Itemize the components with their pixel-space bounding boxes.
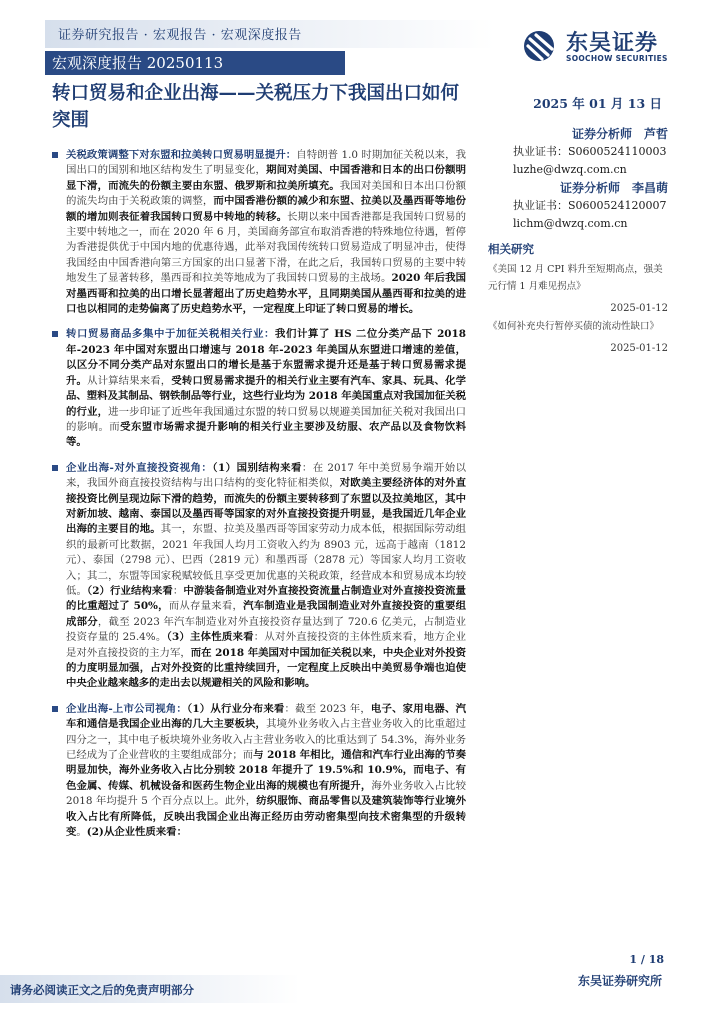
paragraph-text: ：	[172, 584, 184, 597]
paragraph-text: 而在 2018 年美国对中国加征关税以来，中央企业对外投资的力度明显加强，占对外投资的比重持续回升，一定程度上反映出中美贸易争端也迫使中央企业越来越多的走出去以规避相关的风险和影响。	[66, 646, 467, 690]
paragraph-text: 电子、家用电器、汽车和通信是我国企业出海的几大主要板块，	[66, 702, 467, 731]
paragraph-text: 纺织服饰、商品零售以及建筑装饰等行业境外收入占比有所降低，反映出我国企业出海正经历由劳动密集型向技术密集型的升级转变	[66, 795, 466, 839]
paragraph-text: ：在 2017 年中美贸易争端开始以来，我国外商直接投资结构与出口结构的变化特征相类似，	[66, 461, 467, 490]
paragraph-text: 我们计算了 HS 二位分类产品下 2018 年-2023 年中国对东盟出口增速与 2018 年-2023 年美国从东盟进口增速的差值，以区分不同分类产品对东盟出口的增长是基于东盟需求提升还是基于转口贸易需求提升。	[66, 328, 467, 387]
paragraph-text: 从计算结果来看，	[87, 374, 172, 387]
summary-paragraph	[52, 461, 466, 692]
paragraph-text: （1）从行业分布来看	[186, 702, 285, 715]
bullet-icon	[52, 331, 58, 337]
paragraph-heading: 企业出海-对外直接投资视角：	[66, 461, 213, 474]
paragraph-text: 海外业务收入占比较 2018 年均提升 5 个百分点以上。此外，	[66, 779, 467, 808]
paragraph-text: ，截至 2023 年汽车制造业对外直接投资存量达到了 720.6 亿美元，占制造业投资存量的 25.4%。	[66, 615, 466, 644]
paragraph-text: （3）主体性质来看	[166, 631, 254, 644]
disclaimer-link[interactable]: 请务必阅读正文之后的免责声明部分	[10, 983, 194, 997]
analyst-license: 执业证书：S0600524120007	[513, 199, 667, 212]
bullet-icon	[52, 465, 58, 471]
analyst-license: 执业证书：S0600524110003	[513, 145, 667, 158]
bullet-icon	[52, 706, 58, 712]
paragraph-text: （2）行业结构来看	[86, 584, 173, 597]
related-research-link[interactable]: 《如何补充央行暂停买债的流动性缺口》	[488, 321, 660, 332]
paragraph-text: 。	[76, 826, 87, 839]
bullet-icon	[52, 152, 58, 158]
summary-paragraph	[52, 148, 466, 317]
related-research-date: 2025-01-12	[610, 343, 668, 354]
paragraph-heading: 转口贸易商品多集中于加征关税相关行业：	[66, 328, 276, 341]
paragraph-text: 期间对美国、中国香港和日本的出口份额明显下滑，而流失的份额主要由东盟、俄罗斯和拉美所填充。	[66, 164, 467, 192]
paragraph-text: 汽车制造业是我国制造业对外直接投资的重要组成部分	[66, 600, 467, 628]
paragraph-text: 而中国香港份额的减少和东盟、拉美以及墨西哥等地份额的增加则表征着我国转口贸易中转地的转移。	[66, 195, 466, 223]
paragraph-text: 2020 年后我国对墨西哥和拉美的出口增长显著超出了历史趋势水平，且同期美国从墨西哥和拉美的进口也以相同的走势偏离了历史趋势水平，一定程度上印证了转口贸易的增长。	[66, 272, 466, 316]
sidebar	[488, 125, 668, 354]
paragraph-text: 对欧美主要经济体的对外直接投资比例呈现边际下滑的趋势，而流失的份额主要转移到了东盟以及拉美地区，其中对新加坡、越南、泰国以及墨西哥等国家的对外直接投资提升明显，是我国近几年企业出海的主要目的地。	[66, 477, 467, 536]
related-research-title: 相关研究	[488, 242, 534, 256]
paragraph-text: 我国对美国和日本出口份额的流失均由于关税政策的调整，	[66, 179, 467, 208]
paragraph-text: 进一步印证了近些年我国通过东盟的转口贸易以规避美国加征关税对我国出口的影响。而	[66, 405, 467, 433]
summary-paragraph	[52, 327, 466, 450]
logo-text-cn: 东吴证券	[566, 31, 659, 56]
institute-name: 东吴证券研究所	[577, 974, 662, 988]
paragraph-text: 与 2018 年相比，通信和汽车行业出海的节奏明显加快，海外业务收入占比分别较 2018 年提升了 19.5%和 10.9%，而电子、有色金属、传媒、机械设备和医药生物企业出海的规模也有所提升，	[66, 749, 467, 792]
analyst-block	[488, 125, 668, 179]
paragraph-text: (2)从企业性质来看：	[86, 826, 187, 839]
analyst-block	[488, 179, 668, 233]
analyst-name: 证券分析师 芦哲	[571, 127, 668, 141]
related-research-link[interactable]: 《美国 12 月 CPI 料升至短期高点，强美元行情 1 月难见拐点》	[488, 264, 663, 292]
analyst-email[interactable]: lichm@dwzq.com.cn	[513, 217, 628, 230]
paragraph-text: ：从对外直接投资的主体性质来看，地方企业是对外直接投资的主力军，	[66, 631, 466, 659]
soochow-logo-icon	[522, 29, 562, 63]
logo-text-en: SOOCHOW SECURITIES	[566, 54, 668, 63]
paragraph-text: 中游装备制造业对外直接投资流量占制造业对外直接投资流量的比重超过了 50%，	[66, 584, 467, 613]
paragraph-heading: 企业出海-上市公司视角：	[66, 702, 187, 715]
paragraph-text: （1）国别结构来看	[212, 461, 302, 474]
paragraph-text: ：截至 2023 年，	[284, 702, 371, 715]
paragraph-text: 受转口贸易需求提升的相关行业主要有汽车、家具、玩具、化学品、塑料及其制品、钢铁制品等行业，这些行业均为 2018 年美国重点对我国加征关税的行业，	[66, 374, 467, 418]
analyst-email[interactable]: luzhe@dwzq.com.cn	[513, 163, 627, 176]
summary-body	[52, 148, 466, 850]
related-research-date: 2025-01-12	[610, 303, 668, 314]
paragraph-text: 长期以来中国香港都是我国转口贸易的主要中转地之一，而在 2020 年 6 月，美国商务部宣布取消香港的特殊地位待遇，暂停为香港提供优于中国内地的优惠待遇，此举对我国传统转口贸易造成了明显冲击，使得我国经由中国香港向第三方国家的出口显著下滑，在此之后，我国转口贸易的主要中转地发生了显著转移，墨西哥和拉美等地成为了我国转口贸易的主战场。	[66, 210, 467, 285]
summary-paragraph	[52, 702, 466, 841]
report-type: 宏观深度报告 20250113	[52, 54, 224, 72]
paragraph-text: 而从存量来看，	[168, 600, 244, 613]
paragraph-text: 自特朗普 1.0 时期加征关税以来，我国出口的国别和地区结构发生了明显变化，	[66, 149, 466, 177]
paragraph-heading: 关税政策调整下对东盟和拉美转口贸易明显提升：	[66, 149, 297, 161]
paragraph-text: 其境外业务收入占主营业务收入的比重超过四分之一，其中电子板块境外业务收入占主营业务收入的比重达到了 54.3%，海外业务已经成为了企业营收的主要组成部分；而	[66, 718, 467, 762]
breadcrumb: 证券研究报告 · 宏观报告 · 宏观深度报告	[58, 28, 302, 43]
page-number: 1 / 18	[629, 953, 664, 966]
paragraph-text: 其一，东盟、拉美及墨西哥等国家劳动力成本低，根据国际劳动组织的最新可比数据，2021 年我国人均月工资收入约为 8903 元，远高于越南（1812 元）、泰国（2798 元）、巴西（2819 元）和墨西哥（2878 元）等国家人均月工资收入；其二，东盟等国家税赋较低且享受更加优惠的关税政策，经营成本和贸易成本均较低。	[66, 523, 467, 597]
report-date: 2025 年 01 月 13 日	[533, 96, 662, 111]
logo	[522, 26, 682, 70]
report-title: 转口贸易和企业出海——关税压力下我国出口如何突围	[52, 83, 460, 131]
paragraph-text: 受东盟市场需求提升影响的相关行业主要涉及纺服、农产品以及食物饮料等。	[66, 420, 467, 449]
analyst-name: 证券分析师 李昌萌	[559, 181, 668, 195]
